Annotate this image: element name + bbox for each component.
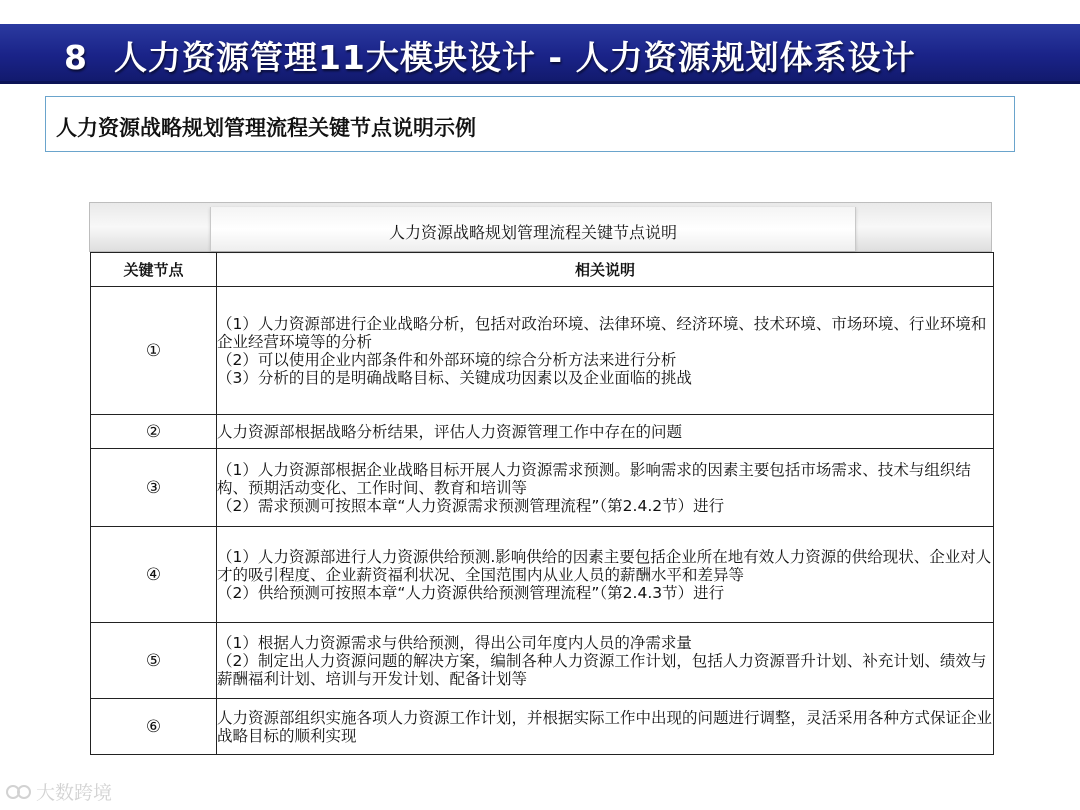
desc-line: （2）制定出人力资源问题的解决方案，编制各种人力资源工作计划，包括人力资源晋升计划、补充计划、绩效与薪酬福利计划、培训与开发计划、配备计划等 (217, 651, 987, 688)
desc-line: （2）供给预测可按照本章“人力资源供给预测管理流程”（第2.4.3节）进行 (217, 583, 725, 602)
node-cell: ⑥ (91, 699, 217, 755)
node-cell: ② (91, 415, 217, 449)
table-row (91, 415, 994, 449)
desc-line: （1）人力资源部根据企业战略目标开展人力资源需求预测。影响需求的因素主要包括市场需求、技术与组织结构、预期活动变化、工作时间、教育和培训等 (217, 460, 971, 497)
desc-cell (217, 449, 994, 527)
desc-line: （1）人力资源部进行人力资源供给预测.影响供给的因素主要包括企业所在地有效人力资源的供给现状、企业对人才的吸引程度、企业薪资福利状况、全国范围内从业人员的薪酬水平和差异等 (217, 547, 992, 584)
table-header-bar (89, 202, 992, 252)
column-header-desc: 相关说明 (217, 253, 994, 287)
desc-cell (217, 699, 994, 755)
desc-line: （1）人力资源部进行企业战略分析，包括对政治环境、法律环境、经济环境、技术环境、市场环境、行业环境和企业经营环境等的分析 (217, 314, 987, 351)
node-cell: ③ (91, 449, 217, 527)
section-title: 人力资源管理11大模块设计 - 人力资源规划体系设计 (113, 38, 916, 77)
table-row (91, 699, 994, 755)
node-cell: ⑤ (91, 623, 217, 699)
node-cell: ④ (91, 527, 217, 623)
watermark (6, 778, 112, 805)
desc-cell (217, 527, 994, 623)
column-header-node: 关键节点 (91, 253, 217, 287)
page-title (64, 32, 916, 79)
desc-line: 人力资源部根据战略分析结果，评估人力资源管理工作中存在的问题 (217, 422, 683, 441)
desc-cell (217, 287, 994, 415)
node-cell: ① (91, 287, 217, 415)
table-header-tab (210, 207, 856, 251)
desc-cell (217, 415, 994, 449)
desc-cell (217, 623, 994, 699)
table-header-row (91, 253, 994, 287)
key-node-table (90, 252, 994, 755)
desc-line: （2）需求预测可按照本章“人力资源需求预测管理流程”（第2.4.2节）进行 (217, 496, 725, 515)
table-row (91, 623, 994, 699)
title-banner (0, 24, 1080, 84)
table-row (91, 287, 994, 415)
section-number: 8 (64, 38, 88, 77)
desc-line: （3）分析的目的是明确战略目标、关键成功因素以及企业面临的挑战 (217, 368, 692, 387)
subtitle-box (45, 96, 1015, 152)
desc-line: （2）可以使用企业内部条件和外部环境的综合分析方法来进行分析 (217, 350, 677, 369)
desc-line: 人力资源部组织实施各项人力资源工作计划，并根据实际工作中出现的问题进行调整，灵活采用各种方式保证企业战略目标的顺利实现 (217, 708, 993, 745)
table-row (91, 527, 994, 623)
brand-logo-icon (6, 782, 32, 802)
desc-line: （1）根据人力资源需求与供给预测，得出公司年度内人员的净需求量 (217, 633, 692, 652)
table-caption: 人力资源战略规划管理流程关键节点说明 (388, 223, 677, 242)
subtitle: 人力资源战略规划管理流程关键节点说明示例 (56, 116, 476, 140)
watermark-text: 大数跨境 (36, 782, 113, 804)
table-row (91, 449, 994, 527)
